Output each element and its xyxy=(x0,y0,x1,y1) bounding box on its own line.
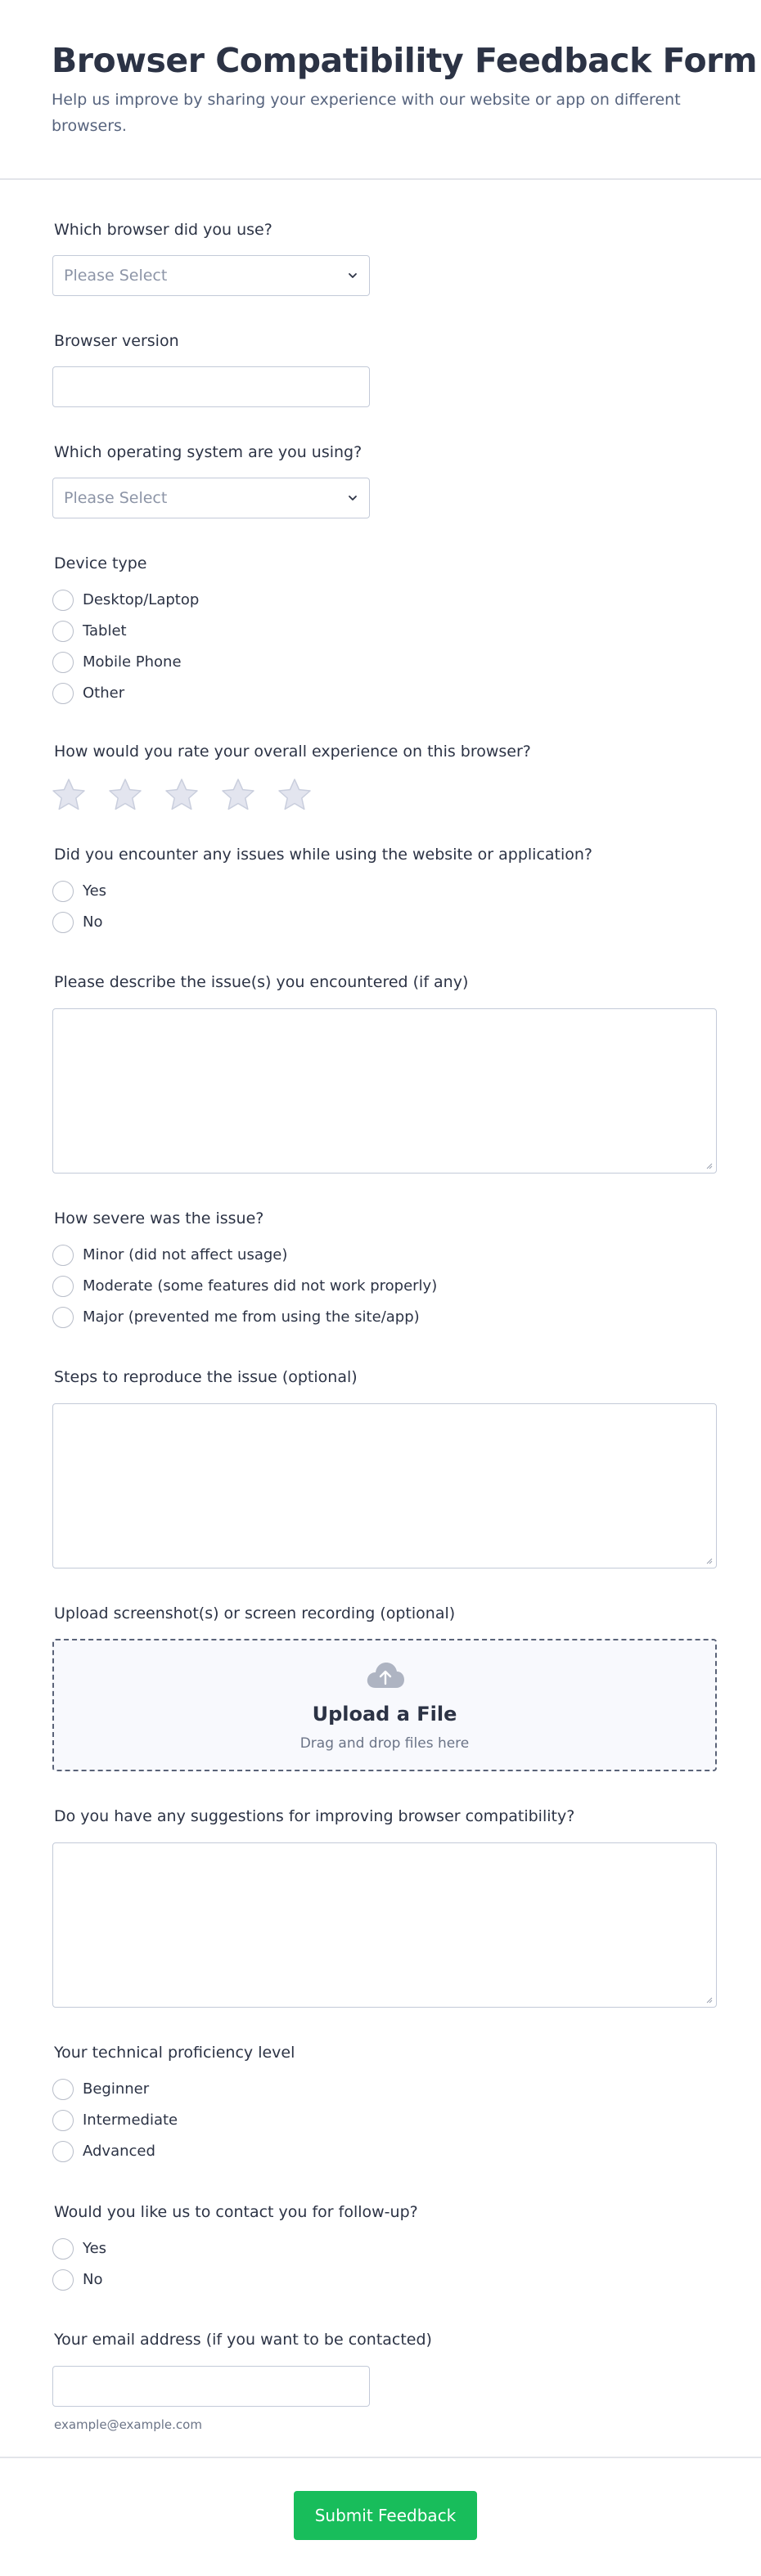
form-subtitle: Help us improve by sharing your experience with our website or app on different browsers. xyxy=(52,91,681,135)
radio-circle[interactable] xyxy=(52,2238,74,2260)
star-2-icon[interactable] xyxy=(107,777,143,813)
radio-label: No xyxy=(83,913,103,931)
suggestions-label: Do you have any suggestions for improving browser compatibility? xyxy=(54,1807,575,1825)
steps-label: Steps to reproduce the issue (optional) xyxy=(54,1368,358,1386)
radio-label: Advanced xyxy=(83,2143,155,2160)
radio-label: Other xyxy=(83,684,125,702)
radio-circle[interactable] xyxy=(52,590,74,611)
radio-label: Major (prevented me from using the site/app) xyxy=(83,1308,420,1326)
form-header xyxy=(0,0,761,180)
upload-subtitle: Drag and drop files here xyxy=(299,1735,470,1752)
email-label: Your email address (if you want to be contacted) xyxy=(54,2331,432,2349)
browser-version-input[interactable] xyxy=(52,366,370,407)
radio-circle[interactable] xyxy=(52,2141,74,2162)
browser-label: Which browser did you use? xyxy=(54,221,272,239)
radio-label: Tablet xyxy=(83,622,127,640)
os-select-placeholder: Please Select xyxy=(64,489,168,507)
chevron-down-icon xyxy=(347,492,358,504)
radio-label: Moderate (some features did not work properly) xyxy=(83,1277,438,1295)
steps-textarea[interactable] xyxy=(52,1403,717,1568)
radio-circle[interactable] xyxy=(52,912,74,933)
radio-circle[interactable] xyxy=(52,652,74,673)
star-5-icon[interactable] xyxy=(277,777,313,813)
radio-label: Yes xyxy=(83,2240,107,2257)
radio-circle[interactable] xyxy=(52,1245,74,1266)
os-select[interactable] xyxy=(52,478,370,518)
radio-circle[interactable] xyxy=(52,2079,74,2100)
resize-grip-icon[interactable] xyxy=(705,1162,713,1169)
radio-label: Beginner xyxy=(83,2080,150,2098)
issue-description-textarea[interactable] xyxy=(52,1008,717,1174)
suggestions-textarea[interactable] xyxy=(52,1842,717,2008)
browser-select[interactable] xyxy=(52,255,370,296)
browser-select-placeholder: Please Select xyxy=(64,267,168,285)
browser-version-label: Browser version xyxy=(54,332,179,350)
file-upload-dropzone[interactable] xyxy=(52,1639,717,1771)
form-title: Browser Compatibility Feedback Form xyxy=(52,41,758,80)
radio-label: Yes xyxy=(83,882,107,900)
radio-circle[interactable] xyxy=(52,1276,74,1297)
chevron-down-icon xyxy=(347,270,358,281)
upload-label: Upload screenshot(s) or screen recording (optional) xyxy=(54,1604,456,1622)
radio-label: Intermediate xyxy=(83,2112,178,2129)
upload-title: Upload a File xyxy=(312,1703,457,1726)
radio-circle[interactable] xyxy=(52,2110,74,2131)
device-type-label: Device type xyxy=(54,554,147,572)
issues-label: Did you encounter any issues while using the website or application? xyxy=(54,846,593,864)
resize-grip-icon[interactable] xyxy=(705,1557,713,1564)
severity-label: How severe was the issue? xyxy=(54,1209,264,1227)
proficiency-label: Your technical proficiency level xyxy=(54,2044,295,2062)
radio-circle[interactable] xyxy=(52,1307,74,1328)
radio-label: No xyxy=(83,2271,103,2288)
radio-circle[interactable] xyxy=(52,683,74,704)
os-label: Which operating system are you using? xyxy=(54,443,362,461)
cloud-upload-icon xyxy=(365,1660,406,1691)
radio-label: Mobile Phone xyxy=(83,653,182,671)
radio-label: Minor (did not affect usage) xyxy=(83,1246,288,1263)
rating-label: How would you rate your overall experience on this browser? xyxy=(54,743,531,761)
email-hint: example@example.com xyxy=(54,2417,202,2432)
email-input[interactable] xyxy=(52,2366,370,2407)
submit-button[interactable]: Submit Feedback xyxy=(294,2491,477,2540)
follow-up-label: Would you like us to contact you for follow-up? xyxy=(54,2203,418,2221)
star-4-icon[interactable] xyxy=(220,777,256,813)
star-3-icon[interactable] xyxy=(164,777,200,813)
radio-label: Desktop/Laptop xyxy=(83,591,200,608)
resize-grip-icon[interactable] xyxy=(705,1996,713,2004)
star-1-icon[interactable] xyxy=(51,777,87,813)
radio-circle[interactable] xyxy=(52,2269,74,2291)
issue-description-label: Please describe the issue(s) you encountered (if any) xyxy=(54,973,469,991)
radio-circle[interactable] xyxy=(52,881,74,902)
radio-circle[interactable] xyxy=(52,621,74,642)
